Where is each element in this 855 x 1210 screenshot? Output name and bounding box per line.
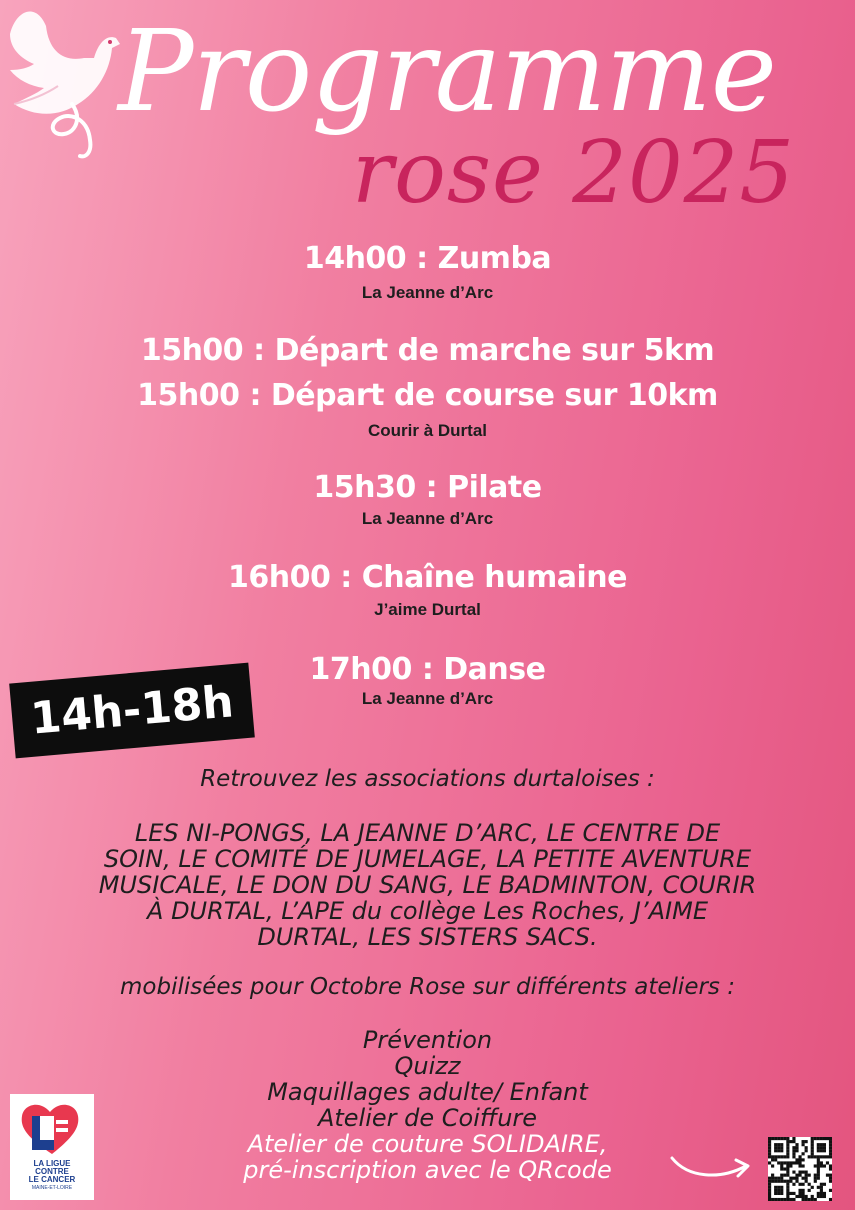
event-course-time: 15h00 : Départ de course sur 10km — [137, 378, 718, 413]
atelier-item: Atelier de Coiffure — [317, 1104, 538, 1132]
qr-code-icon[interactable] — [768, 1137, 832, 1201]
event-course-org: Courir à Durtal — [367, 421, 488, 440]
associations-heading: Retrouvez les associations durtaloises : — [200, 766, 655, 792]
ateliers-intro: mobilisées pour Octobre Rose sur différents ateliers : — [120, 974, 735, 1000]
logo-line: LE CANCER — [28, 1175, 76, 1184]
associations-list — [0, 820, 855, 950]
event-danse-time: 17h00 : Danse — [309, 652, 546, 687]
associations-line: MUSICALE, LE DON DU SANG, LE BADMINTON, COURIR — [98, 871, 757, 899]
logo-line: CONTRE — [35, 1167, 69, 1176]
atelier-item: Prévention — [362, 1026, 493, 1054]
page-subtitle: rose 2025 — [352, 123, 796, 223]
logo-subtext: MAINE-ET-LOIRE — [31, 1185, 73, 1191]
event-chaine-org: J’aime Durtal — [374, 600, 481, 619]
event-danse-org: La Jeanne d’Arc — [361, 689, 494, 708]
event-zumba-time: 14h00 : Zumba — [303, 241, 552, 276]
associations-line: DURTAL, LES SISTERS SACS. — [257, 923, 598, 951]
ligue-cancer-logo — [10, 1094, 94, 1200]
atelier-solidaire-line: pré-inscription avec le QRcode — [243, 1156, 612, 1184]
atelier-solidaire-line: Atelier de couture SOLIDAIRE, — [247, 1130, 608, 1158]
hours-badge-text: 14h-18h — [28, 676, 236, 745]
event-zumba-org: La Jeanne d’Arc — [361, 283, 494, 302]
atelier-item: Quizz — [394, 1052, 461, 1080]
event-chaine-time: 16h00 : Chaîne humaine — [228, 560, 627, 595]
logo-text — [10, 1160, 94, 1184]
associations-line: SOIN, LE COMITÉ DE JUMELAGE, LA PETITE AVENTURE — [103, 845, 752, 873]
event-pilate-org: La Jeanne d’Arc — [361, 509, 494, 528]
associations-line: LES NI-PONGS, LA JEANNE D’ARC, LE CENTRE DE — [134, 819, 721, 847]
logo-line: LA LIGUE — [33, 1159, 71, 1168]
arrow-right-icon — [668, 1148, 754, 1182]
page-title: Programme — [118, 7, 777, 137]
event-marche-time: 15h00 : Départ de marche sur 5km — [140, 333, 715, 368]
associations-line: À DURTAL, L’APE du collège Les Roches, J’AIME — [147, 897, 708, 925]
ligue-heart-icon — [10, 1094, 94, 1160]
atelier-item: Maquillages adulte/ Enfant — [267, 1078, 588, 1106]
dove-icon — [2, 0, 127, 160]
event-pilate-time: 15h30 : Pilate — [313, 470, 542, 505]
